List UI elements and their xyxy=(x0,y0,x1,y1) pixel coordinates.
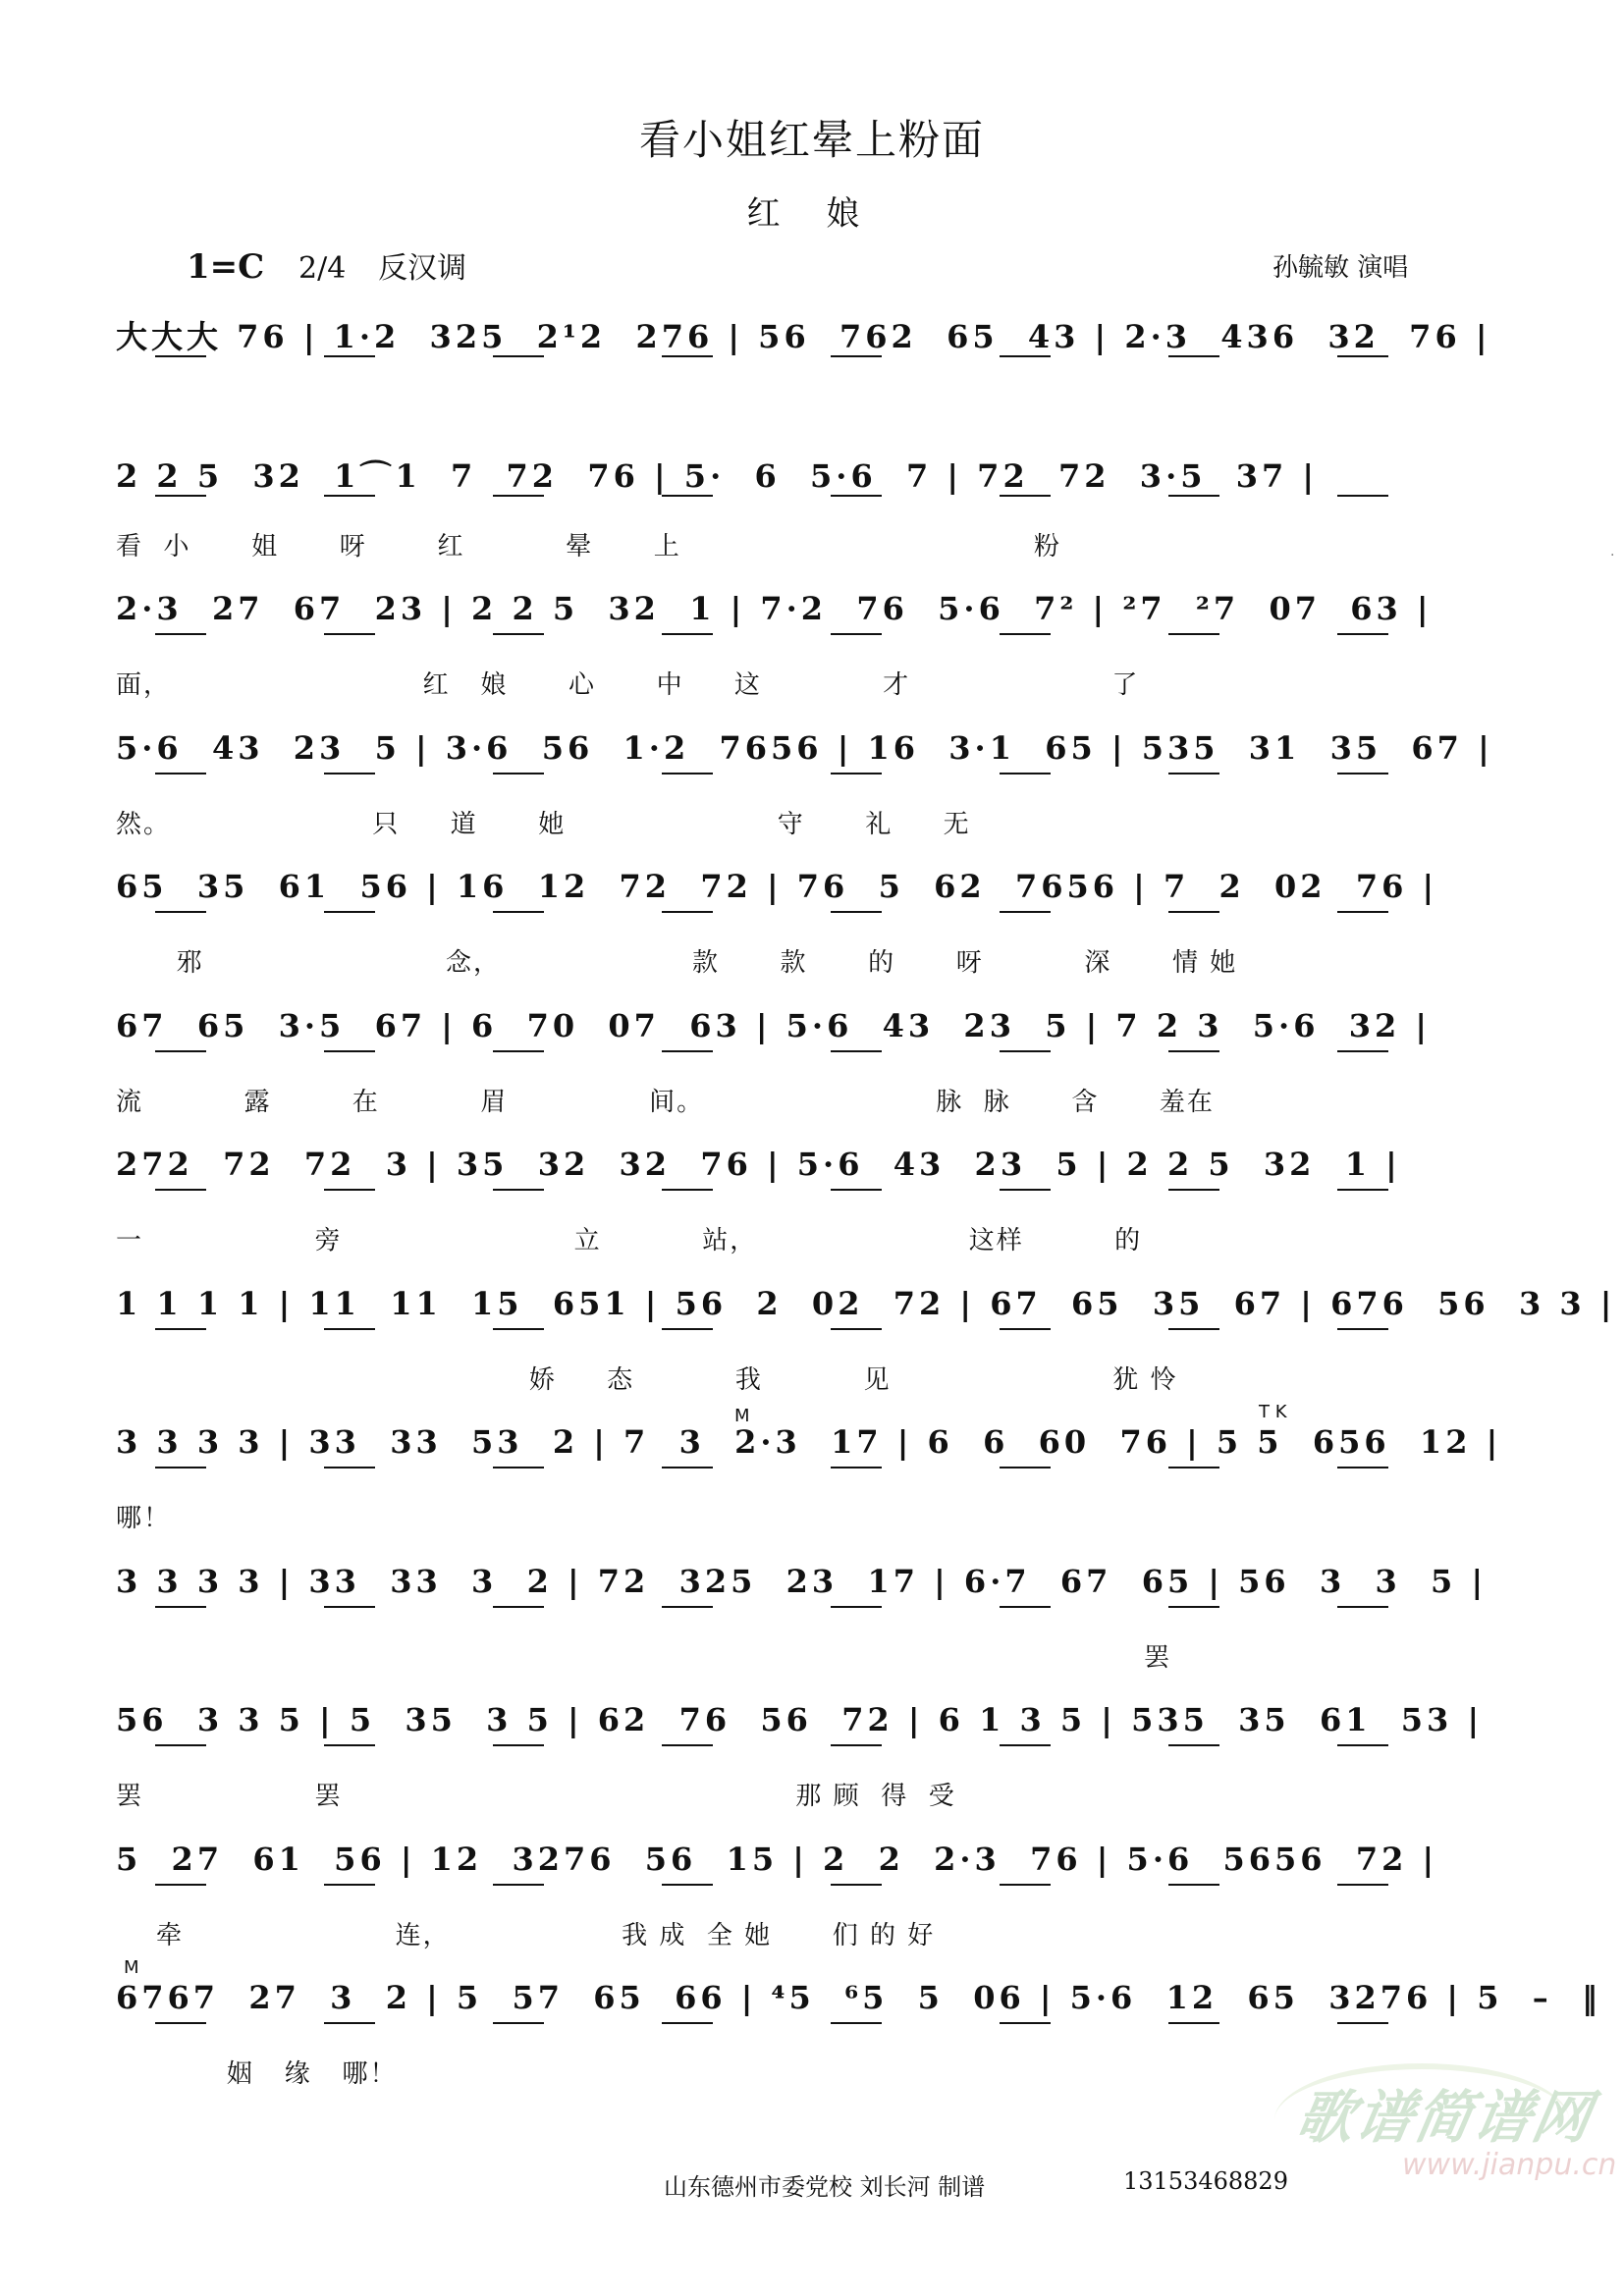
beam-line xyxy=(493,355,544,357)
beam-line xyxy=(493,773,544,774)
beam-line xyxy=(324,1328,375,1330)
beam-line xyxy=(1168,1606,1219,1608)
lyrics-line: 然。 只 道 她 守 礼 无 xyxy=(116,810,971,839)
beam-line xyxy=(831,1467,882,1468)
beam-line xyxy=(1168,1050,1219,1052)
beam-line xyxy=(493,1744,544,1746)
beam-line xyxy=(831,1744,882,1746)
key-do: 1=C xyxy=(187,247,265,287)
beam-line xyxy=(324,1884,375,1886)
beam-line xyxy=(324,773,375,774)
beam-line xyxy=(662,1606,713,1608)
beam-line xyxy=(831,1050,882,1052)
notation-line: 272 72 72 3 | 35 32 32 76 | 5·6 43 23 5 | 2 2 5 32 1 | xyxy=(116,1146,1401,1183)
margin-dot: · xyxy=(1610,548,1615,563)
notation-line: 3 3 3 3 | 33 33 3 2 | 72 325 23 17 | 6·7 67 65 | 56 3 3 5 | xyxy=(116,1563,1488,1600)
beam-line xyxy=(324,1744,375,1746)
beam-line xyxy=(662,773,713,774)
beam-line xyxy=(662,1189,713,1191)
beam-line xyxy=(1000,911,1051,913)
lyrics-line: 罢 罢 那 顾 得 受 xyxy=(116,1782,956,1811)
notation-line: 6767 27 3 2 | 5 57 65 66 | ⁴5 ⁶5 5 06 | 5·6 12 65 3276 | 5 – ‖ xyxy=(116,1979,1602,2016)
beam-line xyxy=(155,1744,206,1746)
watermark-url: www.jianpu.cn xyxy=(1402,2148,1617,2182)
beam-line xyxy=(662,495,713,497)
footer-phone: 13153468829 xyxy=(1123,2167,1288,2195)
beam-line xyxy=(1337,1467,1388,1468)
beam-line xyxy=(1168,355,1219,357)
beam-line xyxy=(831,911,882,913)
beam-line xyxy=(155,1467,206,1468)
beam-line xyxy=(831,495,882,497)
beam-line xyxy=(155,633,206,635)
beam-line xyxy=(493,1884,544,1886)
beam-line xyxy=(1337,633,1388,635)
lyrics-line: 姻 缘 哪！ xyxy=(116,2059,398,2089)
beam-line xyxy=(324,1606,375,1608)
beam-line xyxy=(831,1328,882,1330)
beam-line xyxy=(662,1467,713,1468)
beam-line xyxy=(1000,1606,1051,1608)
beam-line xyxy=(493,911,544,913)
lyrics-line: 哪！ xyxy=(116,1504,172,1533)
beam-line xyxy=(493,1328,544,1330)
notation-line: 67 65 3·5 67 | 6 70 07 63 | 5·6 43 23 5 | 7 2 3 5·6 32 | xyxy=(116,1007,1432,1044)
beam-line xyxy=(1337,355,1388,357)
beam-line xyxy=(1337,1328,1388,1330)
beam-line xyxy=(831,1884,882,1886)
beam-line xyxy=(1000,633,1051,635)
beam-line xyxy=(155,1884,206,1886)
beam-line xyxy=(1000,1744,1051,1746)
beam-line xyxy=(1337,1606,1388,1608)
beam-line xyxy=(324,495,375,497)
beam-line xyxy=(1000,1050,1051,1052)
beam-line xyxy=(1168,1744,1219,1746)
beam-line xyxy=(493,2022,544,2024)
beam-line xyxy=(1168,2022,1219,2024)
lyrics-line: 娇 态 我 见 犹 怜 xyxy=(116,1365,1178,1395)
beam-line xyxy=(1337,1744,1388,1746)
beam-line xyxy=(1168,1328,1219,1330)
key-mode: 反汉调 xyxy=(378,251,467,286)
notation-line: 56 3 3 5 | 5 35 3 5 | 62 76 56 72 | 6 1 3 5 | 535 35 61 53 | xyxy=(116,1701,1484,1738)
beam-line xyxy=(662,633,713,635)
beam-line xyxy=(1168,1884,1219,1886)
beam-line xyxy=(155,911,206,913)
notation-line: 5·6 43 23 5 | 3·6 56 1·2 7656 | 16 3·1 65 | 535 31 35 67 | xyxy=(116,729,1493,767)
beam-line xyxy=(1337,495,1388,497)
beam-line xyxy=(831,773,882,774)
beam-line xyxy=(155,1189,206,1191)
beam-line xyxy=(1337,1884,1388,1886)
beam-line xyxy=(1337,1189,1388,1191)
beam-line xyxy=(155,2022,206,2024)
lyrics-line: 罢 xyxy=(116,1643,1171,1673)
lyrics-line: 牵 连， 我 成 全 她 们 的 好 xyxy=(116,1921,936,1950)
watermark-title: 歌谱简谱网 xyxy=(1291,2084,1598,2151)
key-meter: 2/4 xyxy=(298,251,347,286)
beam-line xyxy=(662,2022,713,2024)
beam-line xyxy=(1168,773,1219,774)
beam-line xyxy=(324,1050,375,1052)
lyrics-line: 一 旁 立 站， 这样 的 xyxy=(116,1226,1143,1255)
beam-line xyxy=(493,1050,544,1052)
beam-line xyxy=(831,633,882,635)
beam-line xyxy=(155,1050,206,1052)
beam-line xyxy=(324,2022,375,2024)
beam-line xyxy=(1168,1467,1219,1468)
beam-line xyxy=(662,1328,713,1330)
beam-line xyxy=(155,355,206,357)
ornament-tk: T K xyxy=(1259,1402,1287,1422)
song-title: 看小姐红晕上粉面 xyxy=(638,116,985,164)
beam-line xyxy=(662,1884,713,1886)
beam-line xyxy=(1337,911,1388,913)
performer-credit: 孙毓敏 演唱 xyxy=(1272,253,1409,283)
notation-line: 65 35 61 56 | 16 12 72 72 | 76 5 62 7656 | 7 2 02 76 | xyxy=(116,868,1438,905)
beam-line xyxy=(493,1189,544,1191)
beam-line xyxy=(1000,773,1051,774)
song-subtitle: 红 娘 xyxy=(746,194,878,234)
notation-line: 5 27 61 56 | 12 3276 56 15 | 2 2 2·3 76 | 5·6 5656 72 | xyxy=(116,1841,1438,1878)
beam-line xyxy=(155,773,206,774)
beam-line xyxy=(1000,1884,1051,1886)
beam-line xyxy=(662,1744,713,1746)
ornament-m-2: M xyxy=(124,1957,139,1978)
beam-line xyxy=(324,1467,375,1468)
lyrics-line: 面， 红 娘 心 中 这 才 了 xyxy=(116,670,1140,700)
beam-line xyxy=(1000,1467,1051,1468)
beam-line xyxy=(324,633,375,635)
beam-line xyxy=(831,2022,882,2024)
beam-line xyxy=(1000,355,1051,357)
beam-line xyxy=(831,1189,882,1191)
beam-line xyxy=(831,355,882,357)
beam-line xyxy=(155,495,206,497)
beam-line xyxy=(493,1467,544,1468)
beam-line xyxy=(831,1606,882,1608)
beam-line xyxy=(493,1606,544,1608)
lyrics-line: 看 小 姐 呀 红 晕 上 粉 xyxy=(116,532,1062,561)
site-watermark xyxy=(1274,2063,1617,2191)
ornament-m-1: M xyxy=(734,1406,750,1426)
beam-line xyxy=(324,911,375,913)
beam-line xyxy=(662,1050,713,1052)
notation-line: 3 3 3 3 | 33 33 53 2 | 7 3 2·3 17 | 6 6 60 76 | 5 5 656 12 | xyxy=(116,1423,1502,1461)
footer-credit: 山东德州市委党校 刘长河 制谱 xyxy=(664,2173,986,2201)
beam-line xyxy=(1000,1328,1051,1330)
beam-line xyxy=(1168,911,1219,913)
beam-line xyxy=(1000,1189,1051,1191)
beam-line xyxy=(1168,1189,1219,1191)
beam-line xyxy=(662,911,713,913)
beam-line xyxy=(1337,773,1388,774)
beam-line xyxy=(1337,2022,1388,2024)
notation-line: 2 2 5 32 1⌒1 7 72 76 | 5· 6 5·6 7 | 72 72 3·5 37 | xyxy=(116,457,1319,495)
beam-line xyxy=(155,1328,206,1330)
beam-line xyxy=(324,355,375,357)
notation-line: 大大大 76 | 1·2 325 2¹2 276 | 56 762 65 43 | 2·3 436 32 76 | xyxy=(116,318,1491,355)
beam-line xyxy=(1168,495,1219,497)
beam-line xyxy=(493,633,544,635)
lyrics-line: 邪 念， 款 款 的 呀 深 情 她 xyxy=(116,948,1238,978)
beam-line xyxy=(1000,2022,1051,2024)
beam-line xyxy=(493,495,544,497)
beam-line xyxy=(662,355,713,357)
beam-line xyxy=(324,1189,375,1191)
key-signature xyxy=(187,243,466,287)
beam-line xyxy=(1337,1050,1388,1052)
notation-line: 2·3 27 67 23 | 2 2 5 32 1 | 7·2 76 5·6 7² | ²7 ²7 07 63 | xyxy=(116,590,1433,627)
lyrics-line: 流 露 在 眉 间。 脉 脉 含 羞在 xyxy=(116,1088,1215,1117)
notation-line: 1 1 1 1 | 11 11 15 651 | 56 2 02 72 | 67 65 35 67 | 676 56 3 3 | xyxy=(116,1285,1616,1322)
beam-line xyxy=(1168,633,1219,635)
beam-line xyxy=(1000,495,1051,497)
beam-line xyxy=(155,1606,206,1608)
